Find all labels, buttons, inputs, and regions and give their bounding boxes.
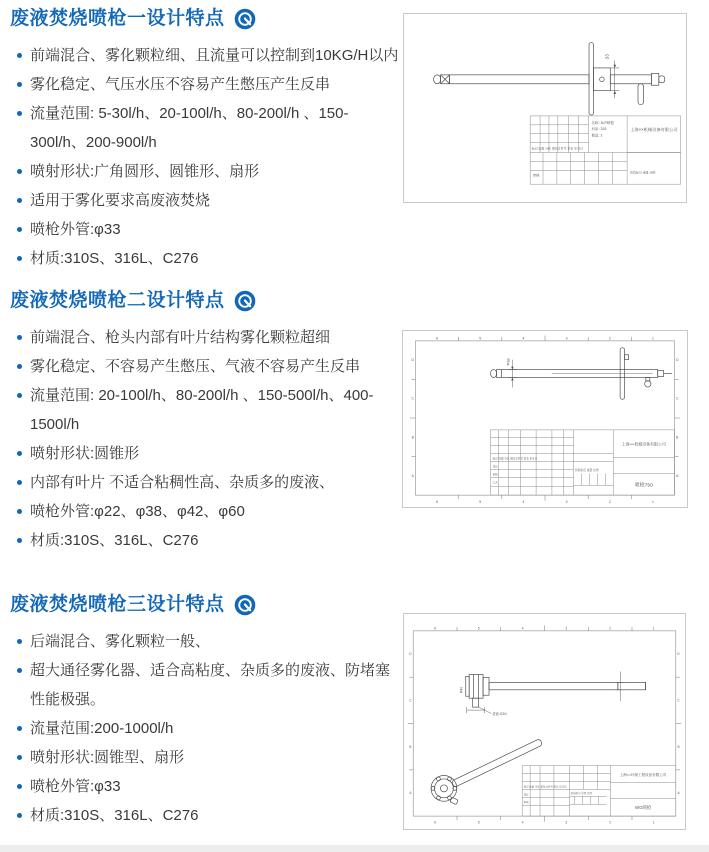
- section-title-text: 废液焚烧喷枪三设计特点: [10, 594, 225, 615]
- company-name: 上海××环保工程设备有限公司: [619, 772, 667, 777]
- feature-item: 前端混合、枪头内部有叶片结构雾化颗粒超细: [16, 323, 400, 352]
- titleblock-sign-label: 审核: [492, 473, 498, 477]
- part-number: 喷枪750: [634, 483, 653, 489]
- titleblock-stage-row: 阶段标记 重量 比例: [570, 791, 592, 795]
- zone-letters-right: D C B A: [677, 652, 680, 796]
- feature-item: 超大通径雾化器、适合高粘度、杂质多的废液、防堵塞性能极强。: [16, 656, 400, 714]
- technical-drawing-gun3: [403, 613, 686, 830]
- feature-item: 材质:310S、316L、C276: [16, 526, 400, 555]
- dimension-label: 33: [605, 54, 611, 60]
- titleblock-info-line: 数量: 1: [591, 133, 603, 138]
- titleblock-info-line: 名称: 3LP喷枪: [591, 120, 614, 125]
- sheet-frame: [410, 335, 680, 500]
- feature-item: 喷射形状:圆锥形: [16, 439, 400, 468]
- company-name: 上海××机械设备有限公司: [630, 127, 678, 133]
- spray-gun-side-view: [434, 43, 665, 115]
- titleblock-info-line: 材质: 316: [591, 127, 607, 132]
- titleblock-header-row: 标记 处数 分区 更改文件号 签名 年月日: [531, 146, 584, 151]
- clock-icon: [234, 290, 256, 312]
- feature-item: 喷枪外管:φ33: [16, 772, 400, 801]
- titleblock-sign-label: 审核: [523, 801, 529, 805]
- feature-item: 喷射形状:广角圆形、圆锥形、扇形: [16, 157, 400, 186]
- spray-gun-side-view: [466, 671, 646, 713]
- company-name: 上海××机械设备有限公司: [621, 441, 666, 447]
- zone-letters-left: D C B A: [411, 358, 414, 478]
- feature-item: 雾化稳定、气压水压不容易产生憋压产生反串: [16, 70, 400, 99]
- feature-item: 喷射形状:圆锥型、扇形: [16, 743, 400, 772]
- section-gun2: [10, 288, 400, 555]
- titleblock-stage-row: 阶段标记 重量 比例: [575, 468, 599, 472]
- feature-list: [16, 323, 400, 555]
- part-number: WG喷枪: [634, 805, 652, 811]
- spray-gun-side-view: [491, 348, 672, 399]
- feature-item: 材质:310S、316L、C276: [16, 244, 400, 273]
- flange: [589, 43, 593, 115]
- feature-list: [16, 627, 400, 830]
- feature-item: 喷枪外管:φ22、φ38、φ42、φ60: [16, 497, 400, 526]
- titleblock-sign-label: 审核: [532, 173, 540, 178]
- section-title-text: 废液焚烧喷枪二设计特点: [10, 290, 225, 311]
- titleblock-sign-label: 设计: [523, 793, 529, 797]
- feature-item: 后端混合、雾化颗粒一般、: [16, 627, 400, 656]
- zone-numbers-bottom: 6 5 4 3 2 1: [436, 499, 654, 504]
- feature-item: 适用于雾化要求高废液焚烧: [16, 186, 400, 215]
- feature-item: 内部有叶片 不适合粘稠性高、杂质多的废液、: [16, 468, 400, 497]
- sheet-frame: [408, 625, 681, 821]
- feature-item: 雾化稳定、不容易产生憋压、气液不容易产生反串: [16, 352, 400, 381]
- titleblock-sign-label: 工艺: [492, 481, 498, 485]
- zone-letters-left: D C B A: [409, 652, 412, 796]
- feature-item: 前端混合、雾化颗粒细、且流量可以控制到10KG/H以内: [16, 41, 400, 70]
- feature-item: 材质:310S、316L、C276: [16, 801, 400, 830]
- zone-letters-right: D C B A: [676, 358, 679, 478]
- section-title: [10, 592, 400, 618]
- clock-icon: [234, 594, 256, 616]
- zone-numbers-bottom: 6 5 4 3 2 1: [434, 820, 655, 825]
- titleblock-header-row: 标记 处数 分区 更改文件号 签名 年月日: [492, 457, 538, 461]
- zone-numbers-top: 6 5 4 3 2 1: [436, 336, 654, 341]
- feature-item: 流量范围: 5-30l/h、20-100l/h、80-200l/h 、150-300l/h、200-900l/h: [16, 99, 400, 157]
- section-title-text: 废液焚烧喷枪一设计特点: [10, 8, 225, 29]
- dimension-label: Φ38: [506, 358, 511, 366]
- inlet-annotation: 进液-G3/4: [492, 712, 507, 717]
- titleblock-stage-row: 阶段标记 重量 比例: [630, 170, 656, 175]
- section-title: [10, 6, 400, 32]
- feature-item: 流量范围: 20-100l/h、80-200l/h 、150-500l/h、400-1500l/h: [16, 381, 400, 439]
- technical-drawing-gun2: [402, 330, 688, 508]
- zone-numbers-top: 6 5 4 3 2 1: [434, 626, 655, 631]
- dimension-label: Φ40: [459, 686, 464, 694]
- section-title: [10, 288, 400, 314]
- titleblock-sign-label: 设计: [492, 465, 498, 469]
- section-gun1: [10, 6, 400, 273]
- feature-list: [16, 41, 400, 273]
- technical-drawing-gun1: [403, 13, 687, 203]
- feature-item: 喷枪外管:φ33: [16, 215, 400, 244]
- page-bottom-strip: [0, 845, 709, 852]
- titleblock-header-row: 标记 处数 分区 更改文件号 签名 年月日: [523, 785, 567, 789]
- feature-item: 流量范围:200-1000l/h: [16, 714, 400, 743]
- section-gun3: [10, 592, 400, 830]
- clock-icon: [234, 8, 256, 30]
